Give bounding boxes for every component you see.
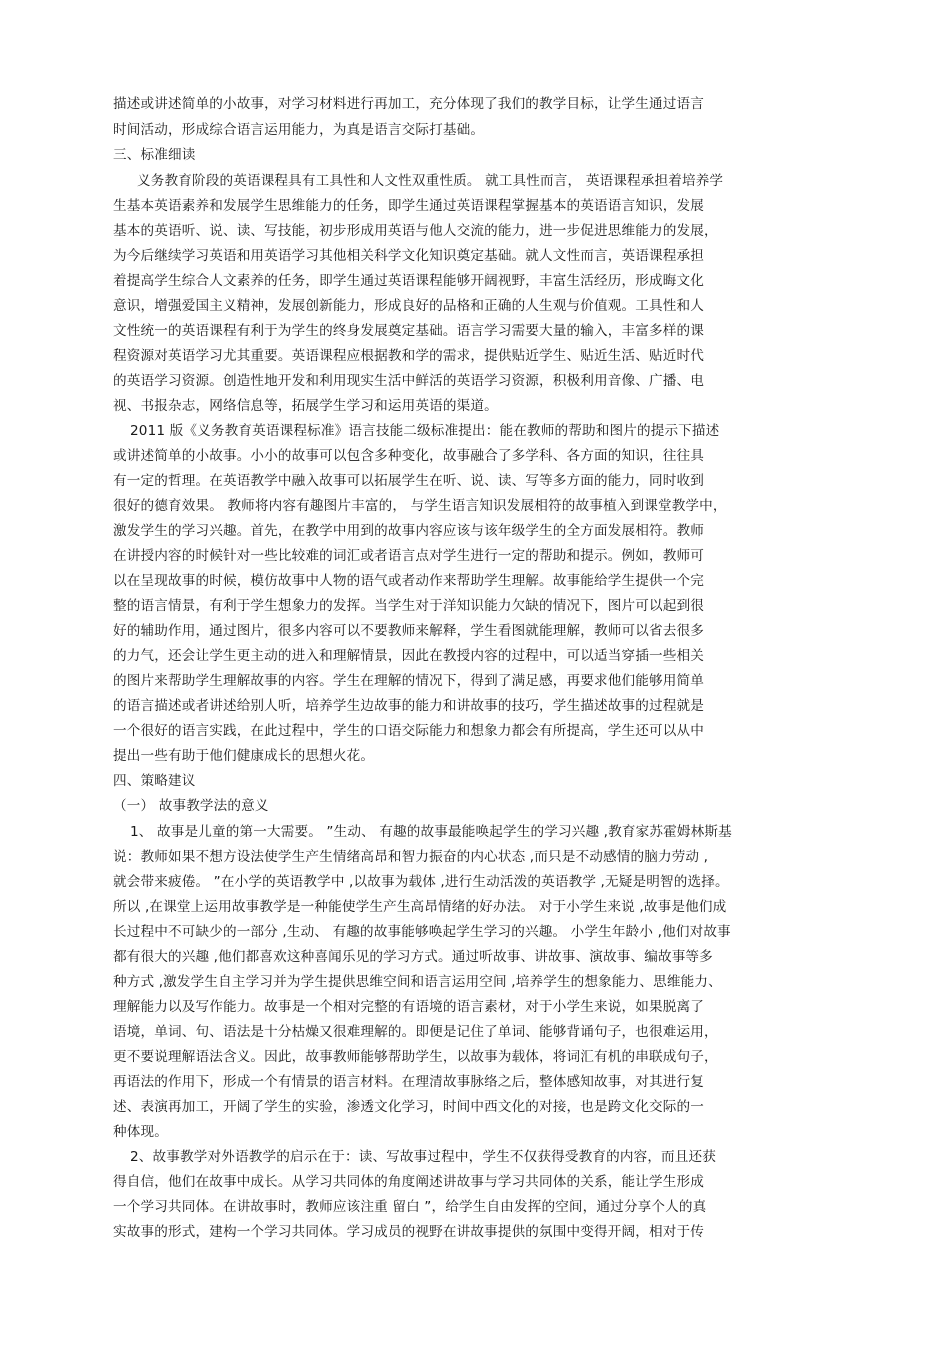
text-line: 的力气，还会让学生更主动的进入和理解情景，因此在教授内容的过程中，可以适当穿插一些相关 (113, 648, 704, 664)
text-line: 语境，单词、句、语法是十分枯燥又很难理解的。即便是记住了单词、能够背诵句子，也很难运用， (113, 1024, 718, 1040)
text-line: 视、书报杂志，网络信息等，拓展学生学习和运用英语的渠道。 (113, 398, 498, 414)
text-line: 一个学习共同体。在讲故事时，教师应该注重 留白 ”，给学生自由发挥的空间，通过分享个人的真 (113, 1199, 707, 1215)
text-line: 程资源对英语学习尤其重要。英语课程应根据教和学的需求，提供贴近学生、贴近生活、贴近时代 (113, 348, 704, 364)
text-line: 理解能力以及写作能力。故事是一个相对完整的有语境的语言素材，对于小学生来说，如果脱离了 (113, 999, 704, 1015)
subsection-heading: （一） 故事教学法的意义 (113, 798, 269, 814)
text-line: 的图片来帮助学生理解故事的内容。学生在理解的情况下，得到了满足感，再要求他们能够用简单 (113, 673, 704, 689)
text-line: 实故事的形式，建构一个学习共同体。学习成员的视野在讲故事提供的氛围中变得开阔，相对于传 (113, 1224, 704, 1240)
text-line: 有一定的哲理。在英语教学中融入故事可以拓展学生在听、说、读、写等多方面的能力，同时收到 (113, 473, 704, 489)
text-line: 提出一些有助于他们健康成长的思想火花。 (113, 748, 375, 764)
text-line: 着提高学生综合人文素养的任务，即学生通过英语课程能够开阔视野，丰富生活经历，形成晦文化 (113, 273, 704, 289)
section-heading: 四、策略建议 (113, 773, 196, 789)
text-line: 为今后继续学习英语和用英语学习其他相关科学文化知识奠定基础。就人文性而言，英语课程承担 (113, 248, 704, 264)
text-line: 2011 版《义务教育英语课程标准》语言技能二级标准提出：能在教师的帮助和图片的提示下描述 (130, 423, 720, 439)
text-line: 的语言描述或者讲述给别人听，培养学生边故事的能力和讲故事的技巧，学生描述故事的过程就是 (113, 698, 704, 714)
text-line: 意识，增强爱国主义精神，发展创新能力，形成良好的品格和正确的人生观与价值观。工具性和人 (113, 298, 704, 314)
text-line: 时间活动，形成综合语言运用能力，为真是语言交际打基础。 (113, 122, 485, 138)
text-line: 2、故事教学对外语教学的启示在于：读、写故事过程中，学生不仅获得受教育的内容，而且还获 (130, 1149, 717, 1165)
text-line: 义务教育阶段的英语课程具有工具性和人文性双重性质。 就工具性而言， 英语课程承担着培养学 (137, 173, 724, 189)
text-line: 基本的英语听、说、读、写技能，初步形成用英语与他人交流的能力，进一步促进思维能力的发展， (113, 223, 718, 239)
text-line: 都有很大的兴趣 ,他们都喜欢这种喜闻乐见的学习方式。通过听故事、讲故事、演故事、编故事等多 (113, 949, 713, 965)
text-line: 很好的德育效果。 教师将内容有趣图片丰富的， 与学生语言知识发展相符的故事植入到课堂教学中， (113, 498, 727, 514)
text-line: 的英语学习资源。创造性地开发和利用现实生活中鲜活的英语学习资源，积极利用音像、广播、电 (113, 373, 704, 389)
text-line: 在讲授内容的时候针对一些比较难的词汇或者语言点对学生进行一定的帮助和提示。例如，教师可 (113, 548, 704, 564)
text-line: 整的语言情景，有利于学生想象力的发挥。当学生对于洋知识能力欠缺的情况下，图片可以起到很 (113, 598, 704, 614)
text-line: 文性统一的英语课程有利于为学生的终身发展奠定基础。语言学习需要大量的输入，丰富多样的课 (113, 323, 704, 339)
text-line: 一个很好的语言实践，在此过程中，学生的口语交际能力和想象力都会有所提高，学生还可以从中 (113, 723, 704, 739)
text-line: 所以 ,在课堂上运用故事教学是一种能使学生产生高昂情绪的好办法。 对于小学生来说 ,故事是他们成 (113, 899, 727, 915)
text-line: 好的辅助作用，通过图片，很多内容可以不要教师来解释，学生看图就能理解，教师可以省去很多 (113, 623, 704, 639)
text-line: 描述或讲述简单的小故事，对学习材料进行再加工，充分体现了我们的教学目标，让学生通过语言 (113, 96, 704, 112)
section-heading: 三、标准细读 (113, 147, 196, 163)
text-line: 再语法的作用下，形成一个有情景的语言材料。在理清故事脉络之后，整体感知故事，对其进行复 (113, 1074, 704, 1090)
text-line: 种方式 ,激发学生自主学习并为学生提供思维空间和语言运用空间 ,培养学生的想象能力、思维能力、 (113, 974, 722, 990)
text-line: 更不要说理解语法含义。因此，故事教师能够帮助学生，以故事为载体，将词汇有机的串联成句子， (113, 1049, 718, 1065)
text-line: 得自信，他们在故事中成长。从学习共同体的角度阐述讲故事与学习共同体的关系，能让学生形成 (113, 1174, 704, 1190)
text-line: 述、表演再加工，开阔了学生的实验，渗透文化学习，时间中西文化的对接，也是跨文化交际的一 (113, 1099, 704, 1115)
text-line: 说：教师如果不想方设法使学生产生情绪高昂和智力振奋的内心状态 ,而只是不动感情的脑力劳动 , (113, 849, 709, 865)
text-line: 激发学生的学习兴趣。首先，在教学中用到的故事内容应该与该年级学生的全方面发展相符。教师 (113, 523, 704, 539)
text-line: 长过程中不可缺少的一部分 ,生动、 有趣的故事能够唤起学生学习的兴趣。 小学生年龄小 ,他们对故事 (113, 924, 731, 940)
text-line: 1、 故事是儿童的第一大需要。 ”生动、 有趣的故事最能唤起学生的学习兴趣 ,教育家苏霍姆林斯基 (130, 824, 732, 840)
text-line: 生基本英语素养和发展学生思维能力的任务，即学生通过英语课程掌握基本的英语语言知识，发展 (113, 198, 704, 214)
text-line: 就会带来疲倦。 ”在小学的英语教学中 ,以故事为载体 ,进行生动活泼的英语教学 ,无疑是明智的选择。 (113, 874, 729, 890)
text-line: 以在呈现故事的时候，模仿故事中人物的语气或者动作来帮助学生理解。故事能给学生提供一个完 (113, 573, 704, 589)
text-line: 或讲述简单的小故事。小小的故事可以包含多种变化，故事融合了多学科、各方面的知识，往往具 (113, 448, 704, 464)
text-line: 种体现。 (113, 1124, 168, 1140)
